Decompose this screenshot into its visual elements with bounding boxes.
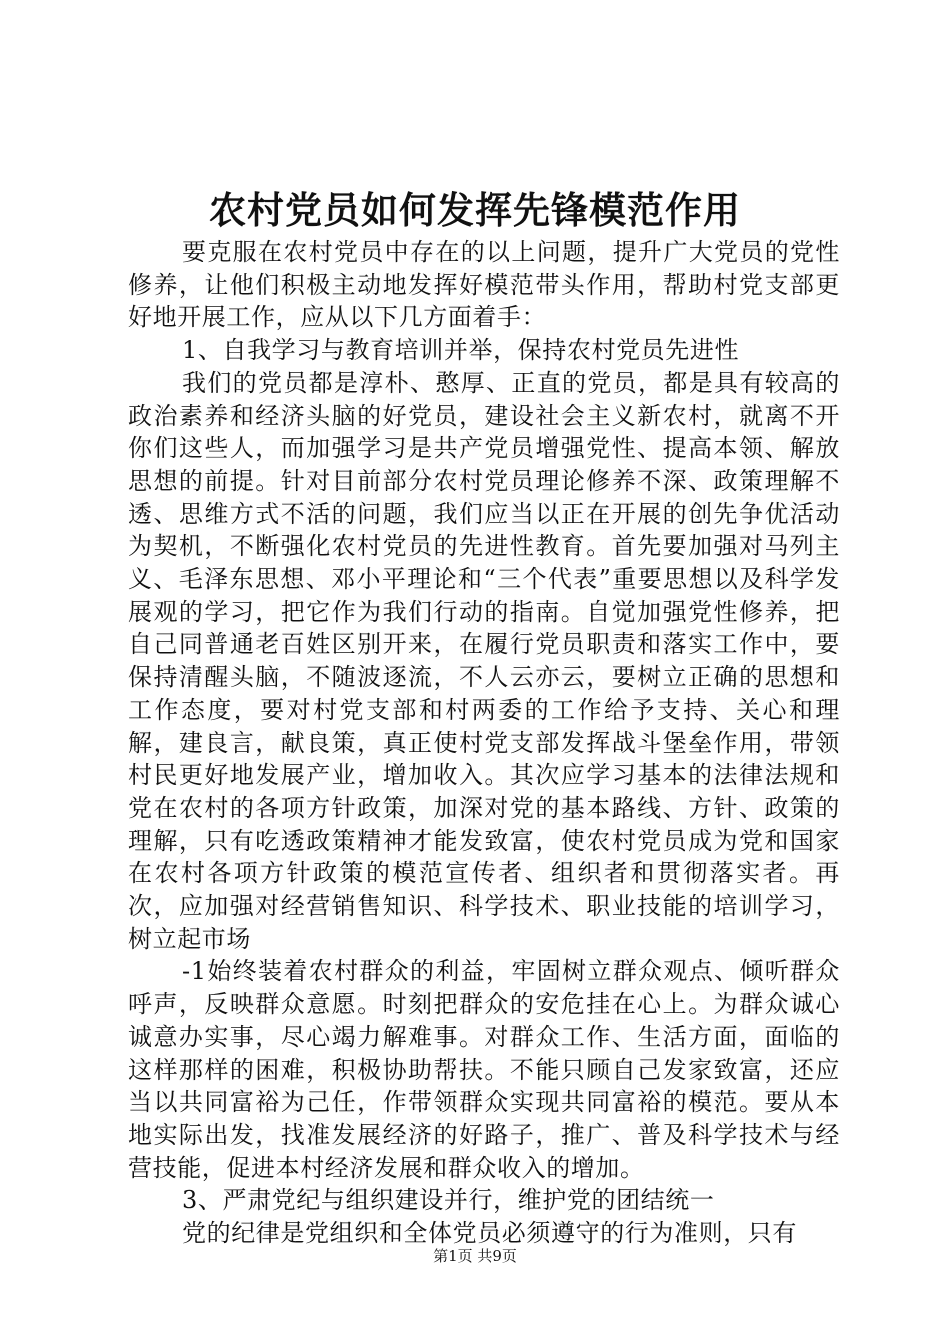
page-footer: 第1页 共9页 <box>433 1247 517 1265</box>
document-title: 农村党员如何发挥先锋模范作用 <box>209 188 741 232</box>
body-paragraph: -1始终装着农村群众的利益，牢固树立群众观点、倾听群众呼声，反映群众意愿。时刻把群众的安危挂在心上。为群众诚心诚意办实事，尽心竭力解难事。对群众工作、生活方面，面临的这样那样的困难，积极协助帮扶。不能只顾自己发家致富，还应当以共同富裕为己任，作带领群众实现共同富裕的模范。要从本地实际出发，找准发展经济的好路子，推广、普及科学技术与经营技能，促进本村经济发展和群众收入的增加。 <box>128 957 840 1182</box>
intro-paragraph: 要克服在农村党员中存在的以上问题，提升广大党员的党性修养，让他们积极主动地发挥好模范带头作用，帮助村党支部更好地开展工作，应从以下几方面着手： <box>128 238 840 332</box>
document-body <box>128 236 840 1250</box>
section-heading-3: 3、严肃党纪与组织建设并行，维护党的团结统一 <box>182 1186 715 1215</box>
section-heading-1: 1、自我学习与教育培训并举，保持农村党员先进性 <box>182 336 740 365</box>
body-paragraph: 我们的党员都是淳朴、憨厚、正直的党员，都是具有较高的政治素养和经济头脑的好党员，建设社会主义新农村，就离不开你们这些人，而加强学习是共产党员增强党性、提高本领、解放思想的前提。针对目前部分农村党员理论修养不深、政策理解不透、思维方式不活的问题，我们应当以正在开展的创先争优活动为契机，不断强化农村党员的先进性教育。首先要加强对马列主义、毛泽东思想、邓小平理论和“三个代表”重要思想以及科学发展观的学习，把它作为我们行动的指南。自觉加强党性修养，把自己同普通老百姓区别开来，在履行党员职责和落实工作中，要保持清醒头脑，不随波逐流，不人云亦云，要树立正确的思想和工作态度，要对村党支部和村两委的工作给予支持、关心和理解，建良言，献良策，真正使村党支部发挥战斗堡垒作用，带领村民更好地发展产业，增加收入。其次应学习基本的法律法规和党在农村的各项方针政策，加深对党的基本路线、方针、政策的理解，只有吃透政策精神才能发致富，使农村党员成为党和国家在农村各项方针政策的模范宣传者、组织者和贯彻落实者。再次，应加强对经营销售知识、科学技术、职业技能的培训学习，树立起市场 <box>128 368 840 953</box>
body-paragraph: 党的纪律是党组织和全体党员必须遵守的行为准则，只有 <box>182 1219 797 1248</box>
